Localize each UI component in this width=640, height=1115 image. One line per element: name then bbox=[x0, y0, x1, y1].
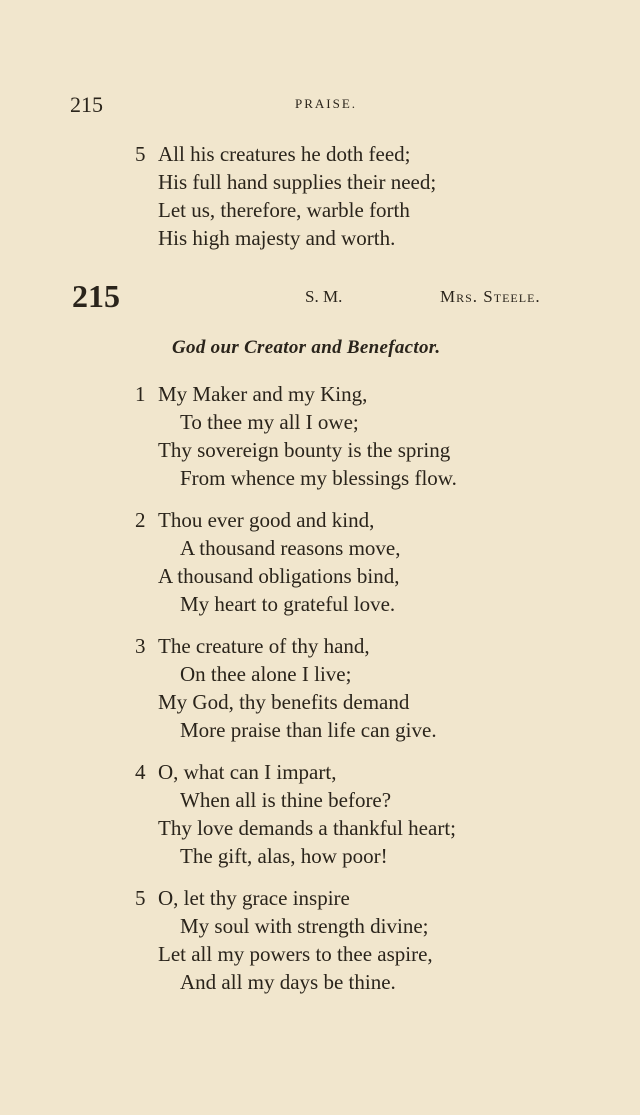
verse-line: A thousand obligations bind, bbox=[158, 564, 400, 588]
verse-line: O, let thy grace inspire bbox=[158, 886, 350, 910]
verse-line: On thee alone I live; bbox=[180, 662, 352, 686]
verse-line: His high majesty and worth. bbox=[158, 226, 396, 250]
verse-line: My soul with strength divine; bbox=[180, 914, 429, 938]
verse-line: And all my days be thine. bbox=[180, 970, 396, 994]
verse-line: Let us, therefore, warble forth bbox=[158, 198, 410, 222]
stanza-number: 3 bbox=[135, 634, 146, 658]
hymn-author: Mrs. Steele. bbox=[440, 287, 541, 306]
hymn-meter: S. M. bbox=[305, 287, 343, 306]
verse-line: More praise than life can give. bbox=[180, 718, 437, 742]
verse-line: My Maker and my King, bbox=[158, 382, 368, 406]
verse-line: To thee my all I owe; bbox=[180, 410, 359, 434]
hymn-title: God our Creator and Benefactor. bbox=[172, 337, 441, 358]
verse-line: Thy love demands a thankful heart; bbox=[158, 816, 456, 840]
verse-line: From whence my blessings flow. bbox=[180, 466, 457, 490]
verse-line: Thy sovereign bounty is the spring bbox=[158, 438, 451, 462]
verse-line: The gift, alas, how poor! bbox=[180, 844, 388, 868]
hymn-number: 215 bbox=[72, 278, 120, 314]
stanza-number: 1 bbox=[135, 382, 146, 406]
verse-line: All his creatures he doth feed; bbox=[158, 142, 411, 166]
verse-line: Let all my powers to thee aspire, bbox=[158, 942, 433, 966]
stanza-number: 2 bbox=[135, 508, 146, 532]
stanza-number: 5 bbox=[135, 886, 146, 910]
verse-line: When all is thine before? bbox=[180, 788, 392, 812]
verse-line: My heart to grateful love. bbox=[180, 592, 396, 616]
verse-line: His full hand supplies their need; bbox=[158, 170, 437, 194]
verse-line: A thousand reasons move, bbox=[180, 536, 401, 560]
verse-line: O, what can I impart, bbox=[158, 760, 337, 784]
running-head bbox=[70, 92, 570, 118]
stanza-number: 4 bbox=[135, 760, 146, 784]
verse-line: Thou ever good and kind, bbox=[158, 508, 375, 532]
page-number: 215 bbox=[70, 92, 103, 117]
verse-line: My God, thy benefits demand bbox=[158, 690, 410, 714]
verse-line: The creature of thy hand, bbox=[158, 634, 370, 658]
stanza-number: 5 bbox=[135, 142, 146, 166]
section-title: PRAISE. bbox=[295, 96, 358, 111]
